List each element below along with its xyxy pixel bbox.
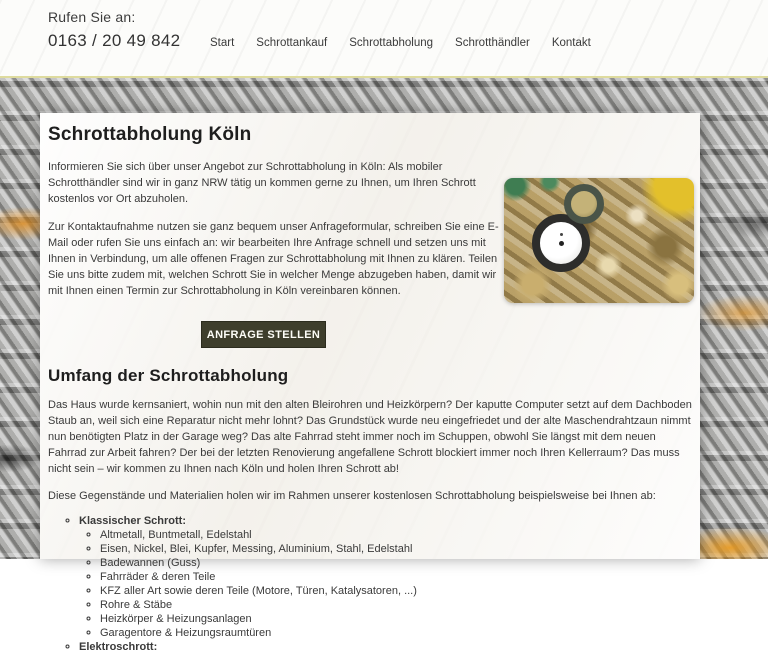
- main-navigation: [210, 37, 591, 49]
- top-header: [0, 0, 768, 78]
- anfrage-stellen-button[interactable]: ANFRAGE STELLEN: [201, 321, 326, 348]
- call-block: [48, 9, 180, 51]
- list-group-elektroschrott: [79, 641, 692, 654]
- list-item: ◦ Garagentore & Heizungsraumtüren: [100, 627, 692, 641]
- call-label: Rufen Sie an:: [48, 9, 180, 25]
- intro-paragraph-2: Zur Kontaktaufnahme nutzen sie ganz bequem unser Anfrageformular, schreiben Sie eine E-Mail oder rufen Sie uns einfach an: wir bearbeiten Ihre Anfrage schnell und setzen uns mit Ihnen in Verbindung, um alle offenen Fragen zur Schrottabholung mit Ihnen zu klären. Teilen Sie uns bitte zudem mit, welchen Schrott Sie in welcher Menge abzugeben haben, damit wir mit Ihnen einen Termin zur Schrottabholung in Köln vereinbaren können.: [48, 219, 503, 299]
- intro-text: [48, 159, 503, 299]
- nav-item-kontakt[interactable]: Kontakt: [552, 37, 591, 49]
- group-label: Elektroschrott:: [79, 641, 157, 653]
- list-item: ◦ Badewannen (Guss): [100, 557, 692, 571]
- pressure-gauge-small-icon: [564, 184, 604, 224]
- list-group-klassischer-schrott: [79, 515, 692, 640]
- list-item: ◦ Eisen, Nickel, Blei, Kupfer, Messing, Aluminium, Stahl, Edelstahl: [100, 543, 692, 557]
- nav-item-schrottabholung[interactable]: Schrottabholung: [349, 37, 433, 49]
- nav-item-schrotthaendler[interactable]: Schrotthändler: [455, 37, 530, 49]
- group-label: Klassischer Schrott:: [79, 515, 186, 527]
- nav-item-schrottankauf[interactable]: Schrottankauf: [256, 37, 327, 49]
- list-item: ◦ Rohre & Stäbe: [100, 599, 692, 613]
- list-item: ◦ Heizkörper & Heizungsanlagen: [100, 613, 692, 627]
- section-paragraph-1: Das Haus wurde kernsaniert, wohin nun mit den alten Bleirohren und Heizkörpern? Der kaputte Computer setzt auf dem Dachboden Staub an, weil sich eine Reparatur nicht mehr lohnt? Das Grundstück wurde neu eingefriedet und der alte Maschendrahtzaun nimmt nun benötigten Platz in der Garage weg? Das alte Fahrrad steht immer noch im Schuppen, obwohl Sie längst mit dem neuen Fahrrad zur Arbeit fahren? Der bei der letzten Renovierung angefallene Schrott blockiert immer noch Ihren Kellerraum? Das muss nicht sein – wir kommen zu Ihnen nach Köln und holen Ihren Schrott ab!: [48, 397, 692, 477]
- scrap-metal-photo: [504, 178, 694, 303]
- page-title: Schrottabholung Köln: [48, 124, 692, 146]
- section-paragraph-2: Diese Gegenstände und Materialien holen wir im Rahmen unserer kostenlosen Schrottabholung beispielsweise bei Ihnen ab:: [48, 488, 692, 504]
- list-item: ◦ KFZ aller Art sowie deren Teile (Motore, Türen, Katalysatoren, ...): [100, 585, 692, 599]
- list-item: ◦ Altmetall, Buntmetall, Edelstahl: [100, 529, 692, 543]
- klassischer-schrott-sublist: [79, 529, 692, 641]
- nav-item-start[interactable]: Start: [210, 37, 234, 49]
- section-heading: Umfang der Schrottabholung: [48, 366, 692, 386]
- intro-section: [48, 159, 692, 319]
- intro-paragraph-1: Informieren Sie sich über unser Angebot zur Schrottabholung in Köln: Als mobiler Schrotthändler sind wir in ganz NRW tätig un kommen gerne zu Ihnen, um Ihren Schrott kostenlos vor Ort abzuholen.: [48, 159, 503, 207]
- scrap-categories-list: [48, 515, 692, 654]
- list-item: ◦ Fahrräder & deren Teile: [100, 571, 692, 585]
- umfang-section: [48, 366, 692, 654]
- phone-number: 0163 / 20 49 842: [48, 31, 180, 51]
- content-card: [40, 113, 700, 559]
